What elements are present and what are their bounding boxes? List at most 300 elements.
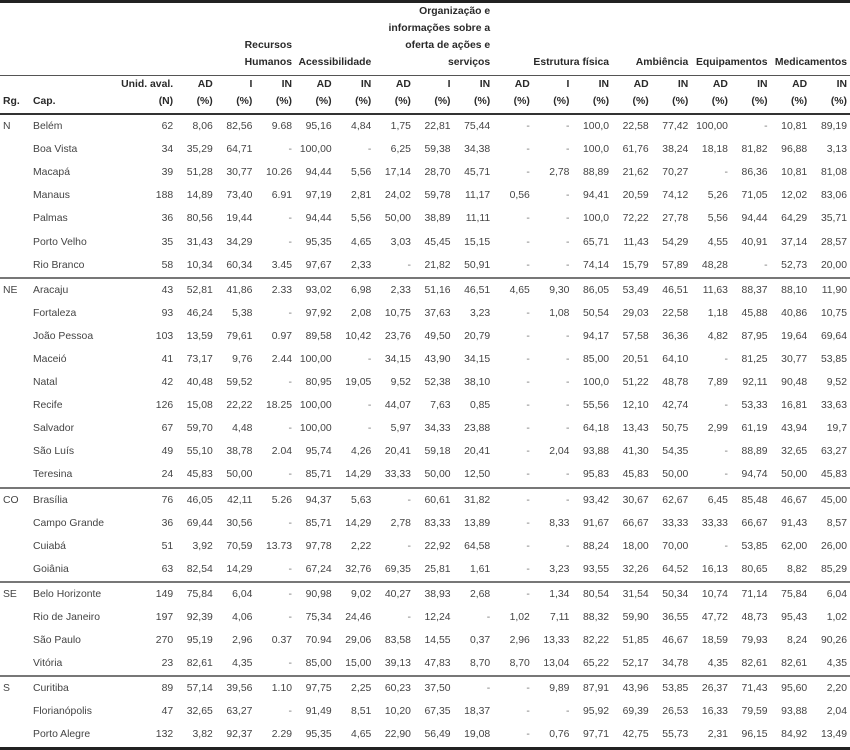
table-row <box>0 463 850 487</box>
region-code <box>0 652 30 676</box>
value-cell: 95,60 <box>771 676 811 700</box>
value-cell: - <box>565 144 570 156</box>
value-cell: 44,07 <box>384 400 411 412</box>
value-cell: 55,56 <box>583 400 610 412</box>
value-cell: 11,11 <box>465 213 491 225</box>
value-cell: 90,98 <box>295 582 335 606</box>
value-cell: 6,45 <box>691 488 731 512</box>
value-cell: - <box>493 676 533 700</box>
value-cell: 2,25 <box>335 676 375 700</box>
value-cell: - <box>565 377 570 389</box>
value-cell: 32,26 <box>622 563 649 575</box>
value-cell: 10,34 <box>186 259 213 271</box>
col-header-n-unit: (N) <box>116 93 176 114</box>
col-header-in: IN <box>810 76 850 94</box>
value-cell: 52,73 <box>781 259 808 271</box>
value-cell: 37,63 <box>424 307 451 319</box>
value-cell: 92,37 <box>216 723 256 748</box>
units-evaluated: 35 <box>161 236 174 248</box>
value-cell: 90,48 <box>781 377 808 389</box>
value-cell: 85,71 <box>305 469 332 481</box>
value-cell: 45,00 <box>810 488 850 512</box>
capital-name: São Luís <box>33 446 75 458</box>
value-cell: 41,30 <box>622 446 649 458</box>
value-cell: 66,67 <box>622 517 649 529</box>
value-cell: - <box>526 377 530 389</box>
value-cell: 2,78 <box>390 517 411 529</box>
value-cell: 70,00 <box>662 540 689 552</box>
group-header-organizacao: Organização e informações sobre a oferta de ações e serviços <box>374 2 493 76</box>
col-header-pct: (%) <box>454 93 494 114</box>
value-cell: 10,81 <box>781 121 808 133</box>
value-cell: - <box>724 353 728 365</box>
col-header-i: I <box>216 76 256 94</box>
table-row <box>0 230 850 253</box>
table-row <box>0 700 850 723</box>
table-row <box>0 606 850 629</box>
value-cell: - <box>565 121 570 133</box>
col-header-ad: AD <box>295 76 335 94</box>
value-cell: 41,86 <box>216 278 256 302</box>
value-cell: 100,0 <box>583 213 610 225</box>
value-cell: 51,16 <box>414 278 454 302</box>
col-header-pct: (%) <box>176 93 216 114</box>
value-cell: 95,19 <box>186 635 213 647</box>
value-cell: 93,88 <box>583 446 610 458</box>
value-cell: 36,55 <box>662 612 689 624</box>
value-cell: 88,10 <box>771 278 811 302</box>
value-cell: 50,00 <box>662 469 689 481</box>
value-cell: 31,43 <box>186 236 213 248</box>
value-cell: 74,12 <box>662 190 689 202</box>
value-cell: 13.73 <box>266 540 293 552</box>
value-cell: - <box>565 400 570 412</box>
value-cell: 39,56 <box>216 676 256 700</box>
value-cell: 5.26 <box>255 488 295 512</box>
value-cell: 80,54 <box>572 582 612 606</box>
value-cell: - <box>533 488 573 512</box>
value-cell: 67,35 <box>424 706 451 718</box>
value-cell: 92,39 <box>186 612 213 624</box>
table-row <box>0 371 850 394</box>
value-cell: 51,85 <box>622 635 649 647</box>
value-cell: 59,90 <box>622 612 649 624</box>
value-cell: 94,37 <box>295 488 335 512</box>
units-evaluated: 43 <box>116 278 176 302</box>
region-code <box>0 394 30 417</box>
value-cell: 9,30 <box>533 278 573 302</box>
value-cell: 45,45 <box>424 236 451 248</box>
value-cell: 30,77 <box>781 353 808 365</box>
units-evaluated: 103 <box>155 330 174 342</box>
value-cell: 22,90 <box>374 723 414 748</box>
value-cell: 50,91 <box>464 259 491 271</box>
value-cell: 6,04 <box>216 582 256 606</box>
value-cell: 4,65 <box>493 278 533 302</box>
value-cell: - <box>526 706 530 718</box>
value-cell: 8,24 <box>786 635 808 647</box>
value-cell: 59,70 <box>186 423 213 435</box>
units-evaluated: 132 <box>116 723 176 748</box>
value-cell: 50,00 <box>226 469 253 481</box>
value-cell: 37,50 <box>414 676 454 700</box>
value-cell: 34,78 <box>662 658 689 670</box>
col-header-i: I <box>533 76 573 94</box>
value-cell: 45,83 <box>820 469 847 481</box>
value-cell: 35,29 <box>186 144 213 156</box>
value-cell: 4,06 <box>232 612 253 624</box>
value-cell: 46,51 <box>652 278 692 302</box>
value-cell: 18,37 <box>464 706 491 718</box>
capital-name: Maceió <box>33 353 67 365</box>
value-cell: 2,33 <box>351 259 372 271</box>
value-cell: 26,37 <box>691 676 731 700</box>
value-cell: 12,02 <box>781 190 808 202</box>
value-cell: 39,13 <box>384 658 411 670</box>
value-cell: 64,10 <box>662 353 689 365</box>
value-cell: 4,84 <box>351 121 372 133</box>
value-cell: 4,26 <box>351 446 372 458</box>
value-cell: 53,85 <box>820 353 847 365</box>
value-cell: 89,58 <box>305 330 332 342</box>
value-cell: 34,15 <box>464 353 491 365</box>
region-code <box>0 207 30 230</box>
value-cell: 5,56 <box>707 213 728 225</box>
col-header-in: IN <box>572 76 612 94</box>
value-cell: 46,05 <box>176 488 216 512</box>
value-cell: 8,70 <box>469 658 491 670</box>
value-cell: 7,89 <box>707 377 728 389</box>
value-cell: 50,75 <box>662 423 689 435</box>
value-cell: - <box>288 423 293 435</box>
value-cell: 81,25 <box>741 353 768 365</box>
value-cell: 93,42 <box>572 488 612 512</box>
units-evaluated: 47 <box>161 706 174 718</box>
region-code <box>0 325 30 348</box>
value-cell: 50,00 <box>781 469 808 481</box>
value-cell: 85,00 <box>583 353 610 365</box>
table-row <box>0 348 850 371</box>
value-cell: 38,24 <box>662 144 689 156</box>
value-cell: 70,27 <box>662 167 689 179</box>
value-cell: - <box>724 540 728 552</box>
table-row <box>0 676 850 700</box>
value-cell: - <box>454 676 494 700</box>
value-cell: 82,22 <box>583 635 610 647</box>
value-cell: 31,54 <box>612 582 652 606</box>
value-cell: 15,15 <box>464 236 491 248</box>
col-header-pct: (%) <box>771 93 811 114</box>
capital-name: Porto Alegre <box>30 723 116 748</box>
table-row <box>0 723 850 748</box>
value-cell: 59,38 <box>424 144 451 156</box>
value-cell: 11,17 <box>464 190 491 202</box>
value-cell: 29,03 <box>622 307 649 319</box>
table-header <box>0 2 850 115</box>
value-cell: - <box>526 517 530 529</box>
table-row <box>0 325 850 348</box>
value-cell: 96,88 <box>781 144 808 156</box>
value-cell: 65,22 <box>583 658 610 670</box>
value-cell: 40,86 <box>781 307 808 319</box>
value-cell: 91,43 <box>781 517 808 529</box>
value-cell: 6.91 <box>271 190 293 202</box>
col-header-ad: AD <box>612 76 652 94</box>
value-cell: - <box>764 121 768 133</box>
table-row <box>0 394 850 417</box>
value-cell: - <box>288 517 293 529</box>
value-cell: 3,92 <box>192 540 213 552</box>
value-cell: 43,90 <box>424 353 451 365</box>
value-cell: 9,52 <box>390 377 411 389</box>
units-evaluated: 149 <box>116 582 176 606</box>
units-evaluated: 58 <box>161 259 174 271</box>
region-code <box>0 558 30 582</box>
value-cell: 37,14 <box>781 236 808 248</box>
capital-name: Curitiba <box>30 676 116 700</box>
value-cell: 2.29 <box>255 723 295 748</box>
value-cell: 32,65 <box>186 706 213 718</box>
value-cell: 84,92 <box>771 723 811 748</box>
value-cell: - <box>526 330 530 342</box>
value-cell: - <box>288 706 293 718</box>
value-cell: 2,04 <box>549 446 570 458</box>
capital-name: Goiânia <box>33 563 69 575</box>
value-cell: 33,33 <box>701 517 728 529</box>
col-header-ad: AD <box>493 76 533 94</box>
value-cell: - <box>565 259 570 271</box>
value-cell: 2,31 <box>691 723 731 748</box>
region-code <box>0 723 30 748</box>
region-code <box>0 254 30 278</box>
col-header-in: IN <box>335 76 375 94</box>
value-cell: 20,59 <box>622 190 649 202</box>
col-header-pct: (%) <box>374 93 414 114</box>
value-cell: 50,00 <box>424 469 451 481</box>
value-cell: 13,89 <box>464 517 491 529</box>
col-header-pct: (%) <box>731 93 771 114</box>
value-cell: 40,48 <box>186 377 213 389</box>
value-cell: 25,81 <box>424 563 451 575</box>
value-cell: 9,89 <box>533 676 573 700</box>
capital-name: Brasília <box>30 488 116 512</box>
value-cell: 0.97 <box>271 330 293 342</box>
header-spacer <box>30 76 116 94</box>
value-cell: 16,81 <box>781 400 808 412</box>
capital-name: João Pessoa <box>33 330 94 342</box>
units-evaluated: 24 <box>161 469 174 481</box>
value-cell: 46,67 <box>771 488 811 512</box>
value-cell: 85,71 <box>305 517 332 529</box>
value-cell: 13,04 <box>543 658 570 670</box>
col-header-in: IN <box>652 76 692 94</box>
units-evaluated: 63 <box>161 563 174 575</box>
value-cell: 45,83 <box>622 469 649 481</box>
value-cell: 19,05 <box>345 377 372 389</box>
value-cell: - <box>367 353 372 365</box>
units-evaluated: 126 <box>155 400 174 412</box>
value-cell: 64,29 <box>781 213 808 225</box>
value-cell: 54,35 <box>662 446 689 458</box>
value-cell: 97,19 <box>305 190 332 202</box>
value-cell: 77,42 <box>662 121 689 133</box>
table-row <box>0 488 850 512</box>
value-cell: 19,44 <box>226 213 253 225</box>
value-cell: - <box>493 582 533 606</box>
capital-name: Porto Velho <box>33 236 87 248</box>
group-header-equipamentos: Equipamentos <box>691 2 770 76</box>
value-cell: 2,96 <box>232 635 253 647</box>
table-row <box>0 535 850 558</box>
value-cell: 94,17 <box>583 330 610 342</box>
region-code <box>0 184 30 207</box>
value-cell: 22,22 <box>226 400 253 412</box>
region-code <box>0 371 30 394</box>
value-cell: 95,16 <box>305 121 332 133</box>
value-cell: 28,70 <box>424 167 451 179</box>
value-cell: 50,00 <box>384 213 411 225</box>
value-cell: 15,08 <box>186 400 213 412</box>
value-cell: 96,15 <box>731 723 771 748</box>
value-cell: 88,24 <box>583 540 610 552</box>
value-cell: 52,17 <box>622 658 649 670</box>
value-cell: 18,00 <box>622 540 649 552</box>
value-cell: 3,13 <box>826 144 847 156</box>
value-cell: 7,63 <box>430 400 451 412</box>
value-cell: 11,90 <box>810 278 850 302</box>
value-cell: 3,03 <box>390 236 411 248</box>
capital-name: Natal <box>33 377 58 389</box>
capital-name: Palmas <box>33 213 68 225</box>
value-cell: 95,74 <box>305 446 332 458</box>
value-cell: - <box>526 121 530 133</box>
value-cell: 20,41 <box>384 446 411 458</box>
value-cell: 61,76 <box>622 144 649 156</box>
capital-name: Fortaleza <box>33 307 77 319</box>
value-cell: 23,76 <box>384 330 411 342</box>
value-cell: - <box>526 353 530 365</box>
table-row <box>0 184 850 207</box>
value-cell: 4,35 <box>707 658 728 670</box>
value-cell: 30,77 <box>226 167 253 179</box>
value-cell: 33,33 <box>662 517 689 529</box>
value-cell: 14,29 <box>345 517 372 529</box>
value-cell: - <box>288 612 293 624</box>
value-cell: - <box>526 167 530 179</box>
value-cell: 75,34 <box>305 612 332 624</box>
value-cell: 82,61 <box>781 658 808 670</box>
value-cell: 4,55 <box>707 236 728 248</box>
value-cell: 45,88 <box>741 307 768 319</box>
value-cell: 81,82 <box>741 144 768 156</box>
region-code <box>0 161 30 184</box>
value-cell: 63,27 <box>820 446 847 458</box>
table-row <box>0 161 850 184</box>
value-cell: - <box>565 353 570 365</box>
table-row <box>0 629 850 652</box>
region-code <box>0 700 30 723</box>
value-cell: 95,35 <box>295 723 335 748</box>
value-cell: 22,81 <box>424 121 451 133</box>
value-cell: 74,14 <box>583 259 610 271</box>
value-cell: - <box>724 469 728 481</box>
value-cell: - <box>486 612 491 624</box>
value-cell: 0,76 <box>533 723 573 748</box>
value-cell: 7,11 <box>549 612 570 624</box>
value-cell: 24,46 <box>345 612 372 624</box>
value-cell: 59,18 <box>424 446 451 458</box>
value-cell: 18.25 <box>266 400 293 412</box>
value-cell: 97,75 <box>295 676 335 700</box>
value-cell: 2,04 <box>826 706 847 718</box>
table-row <box>0 138 850 161</box>
value-cell: - <box>526 144 530 156</box>
value-cell: 65,71 <box>583 236 610 248</box>
value-cell: 10,42 <box>345 330 372 342</box>
value-cell: 18,59 <box>701 635 728 647</box>
capital-name: Salvador <box>33 423 75 435</box>
value-cell: 2.04 <box>271 446 293 458</box>
value-cell: - <box>288 377 293 389</box>
value-cell: - <box>526 423 530 435</box>
col-header-pct: (%) <box>414 93 454 114</box>
value-cell: 2,68 <box>454 582 494 606</box>
capital-name: Rio Branco <box>33 259 85 271</box>
capital-name: Campo Grande <box>33 517 105 529</box>
capital-name: Recife <box>33 400 63 412</box>
value-cell: 5,63 <box>335 488 375 512</box>
capital-name: Belo Horizonte <box>30 582 116 606</box>
value-cell: - <box>526 259 530 271</box>
value-cell: 82,54 <box>186 563 213 575</box>
value-cell: 100,00 <box>696 121 728 133</box>
value-cell: 11,63 <box>691 278 731 302</box>
capital-name: Teresina <box>33 469 73 481</box>
value-cell: - <box>493 488 533 512</box>
value-cell: 4,35 <box>232 658 253 670</box>
col-header-rg: Rg. <box>0 93 30 114</box>
value-cell: 32,76 <box>345 563 372 575</box>
value-cell: 24,02 <box>384 190 411 202</box>
value-cell: 72,22 <box>622 213 649 225</box>
value-cell: 64,18 <box>583 423 610 435</box>
value-cell: 80,95 <box>305 377 332 389</box>
value-cell: 47,72 <box>701 612 728 624</box>
value-cell: 40,27 <box>374 582 414 606</box>
value-cell: - <box>526 236 530 248</box>
value-cell: 1,75 <box>390 121 411 133</box>
value-cell: 64,71 <box>226 144 253 156</box>
value-cell: 94,44 <box>741 213 768 225</box>
region-code: N <box>3 121 11 133</box>
value-cell: 12,50 <box>464 469 491 481</box>
value-cell: - <box>288 469 293 481</box>
value-cell: 0,37 <box>469 635 491 647</box>
value-cell: 57,89 <box>662 259 689 271</box>
region-code: SE <box>0 582 30 606</box>
group-header-medicamentos: Medicamentos <box>771 2 850 76</box>
value-cell: 14,29 <box>345 469 372 481</box>
region-code <box>0 440 30 463</box>
value-cell: 20,79 <box>464 330 491 342</box>
value-cell: 63,27 <box>226 706 253 718</box>
group-header-acessibilidade: Acessibilidade <box>295 2 374 76</box>
value-cell: 8,51 <box>351 706 372 718</box>
value-cell: 3,23 <box>469 307 491 319</box>
value-cell: 2,22 <box>351 540 372 552</box>
value-cell: 42,75 <box>612 723 652 748</box>
value-cell: 100,0 <box>583 121 610 133</box>
